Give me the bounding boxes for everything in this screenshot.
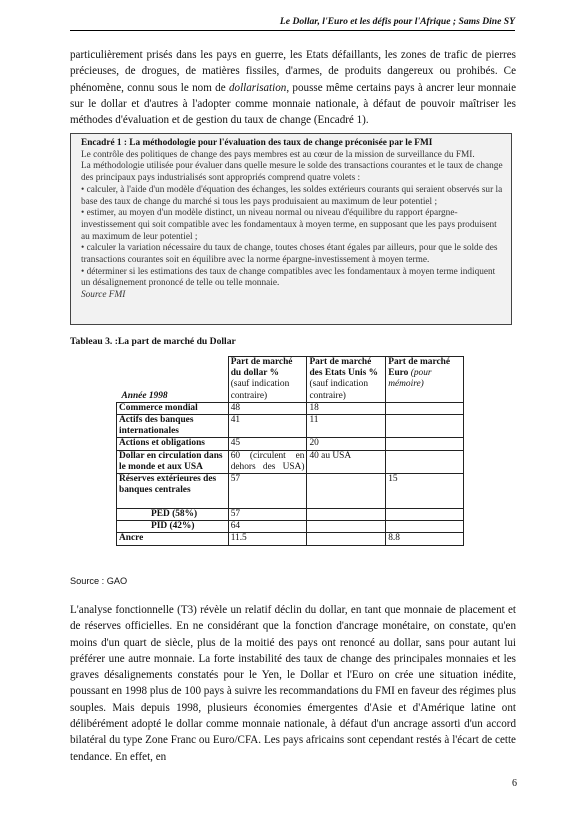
cell-us <box>307 521 386 533</box>
cell-euro <box>386 521 464 533</box>
box-bullet-1: • calculer, à l'aide d'un modèle d'équation des échanges, les soldes extérieurs courants qui seraient observés sur la base des taux de change du marché si tous les pays produisaient au maximum de leur potentiel ; <box>81 184 503 207</box>
analysis-paragraph: L'analyse fonctionnelle (T3) révèle un relatif déclin du dollar, en tant que monnaie de placement et de réserves officielles. En ne considérant que la fonction d'ancrage monétaire, on constate, qu'en moins d'un quart de siècle, plus de la moitié des pays ont renoncé au dollar, sans pour autant lui préférer une autre monnaie. La forte instabilité des taux de change des principales monnaies et les graves désalignements constatés pour le Yen, le Dollar et l'Euro on crée une situation inédite, poussant en 1998 plus de 100 pays à suivre les recommandations du FMI en faveur des régimes plus souples. Mais depuis 1998, plusieurs économies émergentes d'Asie et d'Amérique latine ont délibérément adopté le dollar comme monnaie nationale, à défaut d'un ancrage assorti d'un accord bilatéral du type Zone Franc ou Euro/CFA. Les pays africains sont cependant restés à l'écart de cette tendance. En effet, en <box>70 604 516 763</box>
cell-us: 18 <box>307 402 386 414</box>
intro-text-before: particulièrement prisés dans les pays en guerre, les Etats défaillants, les zones de trafic de pierres précieuses, de drogues, de matières fissiles, d'armes, de produits dangereux ou prohibés. Ce phénomène, connu sous le nom de <box>70 49 516 94</box>
row-label: PID (42%) <box>117 521 229 533</box>
cell-euro: 15 <box>386 474 464 509</box>
box-title: Encadré 1 : La méthodologie pour l'évaluation des taux de change préconisée par le FMI <box>81 138 433 148</box>
header-dollar-share <box>228 357 307 403</box>
cell-dollar: 57 <box>228 474 307 509</box>
encadre-1-box <box>70 133 512 325</box>
cell-us <box>307 533 386 545</box>
table-corner-year: Année 1998 <box>117 357 229 403</box>
cell-euro <box>386 450 464 473</box>
row-label: Dollar en circulation dans le monde et aux USA <box>117 450 229 473</box>
page-number: 6 <box>512 778 517 789</box>
header-us-share <box>307 357 386 403</box>
row-label: Actions et obligations <box>117 438 229 450</box>
running-header: Le Dollar, l'Euro et les défis pour l'Afrique ; Sams Dine SY <box>70 16 515 31</box>
intro-paragraph <box>70 47 516 128</box>
table-row <box>117 521 464 533</box>
cell-us: 20 <box>307 438 386 450</box>
cell-dollar: 64 <box>228 521 307 533</box>
cell-euro <box>386 402 464 414</box>
header-dollar-share-title: Part de marché du dollar % <box>230 357 293 379</box>
header-us-share-title: Part de marché des Etats Unis % <box>309 357 378 379</box>
table-row <box>117 402 464 414</box>
dollarisation-term: dollarisation <box>228 81 287 94</box>
box-bullet-2: • estimer, au moyen d'un modèle distinct, un niveau normal ou niveau d'équilibre du rapport épargne-investissement qui soit compatible avec les fondamentaux à moyen terme, en supposant que les pays produisent au maximum de leur potentiel ; <box>81 208 497 242</box>
cell-euro <box>386 415 464 438</box>
cell-us <box>307 474 386 509</box>
header-dollar-share-note: (sauf indication contraire) <box>230 379 290 401</box>
header-euro-share-note: (pour mémoire) <box>388 368 432 390</box>
box-bullet-3: • calculer la variation nécessaire du taux de change, toutes choses étant égales par ailleurs, pour que le solde des transactions courantes soit en équilibre avec la norme épargne-investissement à moyen terme. <box>81 243 498 266</box>
row-label: Ancre <box>117 533 229 545</box>
table-row <box>117 533 464 545</box>
cell-dollar: 41 <box>228 415 307 438</box>
cell-dollar: 60 (circulent en dehors des USA) <box>228 450 307 473</box>
table-row <box>117 509 464 521</box>
cell-euro <box>386 509 464 521</box>
table-header-row <box>117 357 464 403</box>
cell-dollar: 11.5 <box>228 533 307 545</box>
box-bullet-4: • déterminer si les estimations des taux de change compatibles avec les fondamentaux à moyen terme indiquent un désalignement prononcé de telle ou telle monnaie. <box>81 266 496 289</box>
row-label: Commerce mondial <box>117 402 229 414</box>
table-source: Source : GAO <box>70 576 128 586</box>
cell-dollar: 45 <box>228 438 307 450</box>
box-line-methodology: La méthodologie utilisée pour évaluer dans quelle mesure le solde des transactions courantes et le taux de change des principaux pays industrialisés sont appropriés comprend quatre volets : <box>81 161 503 184</box>
header-euro-share <box>386 357 464 403</box>
cell-us <box>307 509 386 521</box>
row-label: Actifs des banques internationales <box>117 415 229 438</box>
table-row <box>117 474 464 509</box>
header-euro-share-title: Part de marché Euro <box>388 357 451 379</box>
table-row <box>117 450 464 473</box>
cell-us: 40 au USA <box>307 450 386 473</box>
header-us-share-note: (sauf indication contraire) <box>309 379 369 401</box>
cell-dollar: 57 <box>228 509 307 521</box>
table-row <box>117 415 464 438</box>
cell-euro <box>386 438 464 450</box>
box-line-intro: Le contrôle des politiques de change des pays membres est au cœur de la mission de surveillance du FMI. <box>81 149 475 160</box>
intro-text-after: , pousse même certains pays à ancrer leur monnaie sur le dollar et d'autres à l'adopter comme monnaie nationale, à défaut de pouvoir maîtriser les méthodes d'évaluation et de gestion du taux de change (Encadré 1). <box>70 81 516 127</box>
market-share-table <box>116 356 464 546</box>
cell-euro: 8.8 <box>386 533 464 545</box>
table-row <box>117 438 464 450</box>
cell-us: 11 <box>307 415 386 438</box>
cell-dollar: 48 <box>228 402 307 414</box>
box-source: Source FMI <box>81 290 126 301</box>
table-caption: Tableau 3. :La part de marché du Dollar <box>70 336 236 347</box>
row-label: PED (58%) <box>117 509 229 521</box>
row-label: Réserves extérieures des banques centrales <box>117 474 229 509</box>
